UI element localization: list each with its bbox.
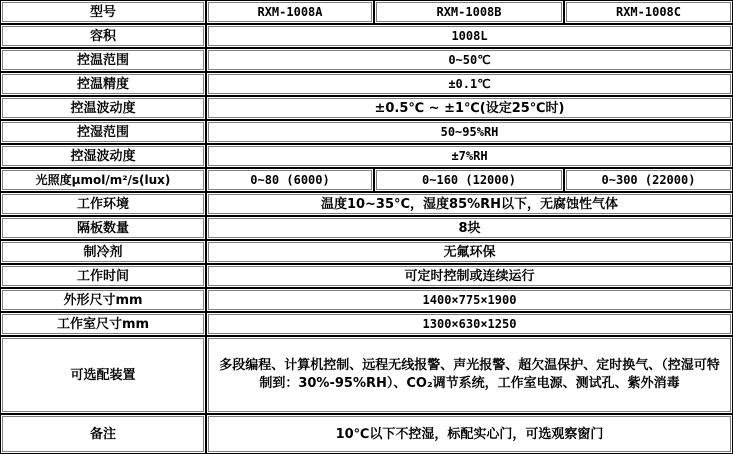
- row-remarks: [0, 414, 733, 454]
- row-environment: [0, 192, 733, 216]
- row-chamber-size: [0, 312, 733, 336]
- label-temp-accuracy: 控温精度: [0, 72, 206, 96]
- row-humidity-fluctuation: [0, 144, 733, 168]
- value-shelves: 8块: [206, 216, 733, 240]
- row-work-time: [0, 264, 733, 288]
- row-volume: [0, 24, 733, 48]
- row-options: [0, 336, 733, 414]
- row-shelves: [0, 216, 733, 240]
- row-humidity-range: [0, 120, 733, 144]
- value-environment: 温度10~35°C，湿度85%RH以下，无腐蚀性气体: [206, 192, 733, 216]
- value-volume: 1008L: [206, 24, 733, 48]
- row-outer-size: [0, 288, 733, 312]
- label-work-time: 工作时间: [0, 264, 206, 288]
- label-environment: 工作环境: [0, 192, 206, 216]
- row-model: [0, 0, 733, 24]
- row-temp-range: [0, 48, 733, 72]
- label-temp-range: 控温范围: [0, 48, 206, 72]
- value-temp-fluctuation: ±0.5℃ ~ ±1℃(设定25℃时): [206, 96, 733, 120]
- value-options: 多段编程、计算机控制、远程无线报警、声光报警、超欠温保护、定时换气、（控湿可特制到：30%-95%RH）、CO₂调节系统，工作室电源、测试孔、紫外消毒: [206, 336, 733, 414]
- label-humidity-fluctuation: 控湿波动度: [0, 144, 206, 168]
- label-humidity-range: 控湿范围: [0, 120, 206, 144]
- model-a: RXM-1008A: [206, 0, 374, 24]
- label-outer-size: 外形尺寸mm: [0, 288, 206, 312]
- label-model: 型号: [0, 0, 206, 24]
- value-outer-size: 1400×775×1900: [206, 288, 733, 312]
- row-illuminance: [0, 168, 733, 192]
- value-temp-accuracy: ±0.1℃: [206, 72, 733, 96]
- label-shelves: 隔板数量: [0, 216, 206, 240]
- value-temp-range: 0~50℃: [206, 48, 733, 72]
- value-humidity-range: 50~95%RH: [206, 120, 733, 144]
- value-refrigerant: 无氟环保: [206, 240, 733, 264]
- row-refrigerant: [0, 240, 733, 264]
- label-options: 可选配装置: [0, 336, 206, 414]
- illuminance-c: 0~300 (22000): [564, 168, 733, 192]
- value-humidity-fluctuation: ±7%RH: [206, 144, 733, 168]
- label-volume: 容积: [0, 24, 206, 48]
- value-work-time: 可定时控制或连续运行: [206, 264, 733, 288]
- label-temp-fluctuation: 控温波动度: [0, 96, 206, 120]
- value-chamber-size: 1300×630×1250: [206, 312, 733, 336]
- illuminance-a: 0~80 (6000): [206, 168, 374, 192]
- label-refrigerant: 制冷剂: [0, 240, 206, 264]
- model-c: RXM-1008C: [564, 0, 733, 24]
- row-temp-fluctuation: [0, 96, 733, 120]
- row-temp-accuracy: [0, 72, 733, 96]
- illuminance-b: 0~160 (12000): [374, 168, 564, 192]
- label-illuminance: 光照度μmol/m²/s(lux): [0, 168, 206, 192]
- value-remarks: 10℃以下不控湿，标配实心门，可选观察窗门: [206, 414, 733, 454]
- label-remarks: 备注: [0, 414, 206, 454]
- label-chamber-size: 工作室尺寸mm: [0, 312, 206, 336]
- model-b: RXM-1008B: [374, 0, 564, 24]
